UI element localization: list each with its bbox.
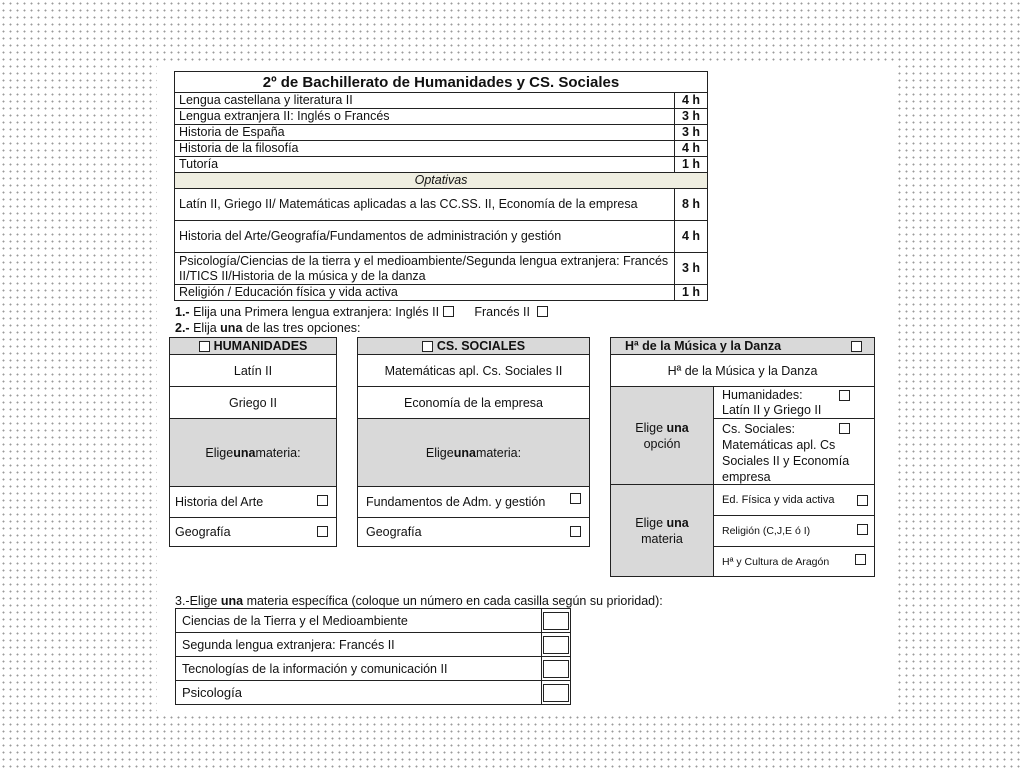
humanidades-checkbox[interactable] (199, 341, 210, 352)
opcion-humanidades-checkbox[interactable] (839, 390, 850, 401)
hours-cell: 4 h (675, 221, 708, 253)
educacion-fisica-checkbox[interactable] (857, 495, 868, 506)
specific-subject: Tecnologías de la información y comunicación II (176, 657, 542, 681)
optativas-header: Optativas (175, 173, 708, 189)
specific-subject: Segunda lengua extranjera: Francés II (176, 633, 542, 657)
hours-cell: 3 h (675, 109, 708, 125)
hours-cell: 1 h (675, 285, 708, 301)
priority-input[interactable] (543, 636, 569, 654)
historia-aragon-checkbox[interactable] (855, 554, 866, 565)
humanidades-header: HUMANIDADES (169, 337, 337, 355)
hours-cell: 1 h (675, 157, 708, 173)
sociales-header: CS. SOCIALES (357, 337, 590, 355)
sociales-table (357, 337, 590, 547)
option-sociales: Cs. Sociales: Matemáticas apl. Cs Sociales II y Economía empresa (713, 418, 875, 485)
subject-cell: Psicología/Ciencias de la tierra y el medioambiente/Segunda lengua extranjera: Francés II/TICS II/Historia de la música y de la danza (175, 253, 675, 285)
musica-row: Hª de la Música y la Danza (610, 354, 875, 387)
choose-one-label: Elige una materia: (169, 418, 337, 487)
subject-cell: Lengua castellana y literatura II (175, 93, 675, 109)
subject-cell: Historia del Arte/Geografía/Fundamentos de administración y gestión (175, 221, 675, 253)
question-number: 1.- (175, 305, 190, 319)
subject-cell: Historia de España (175, 125, 675, 141)
geografia-checkbox[interactable] (570, 526, 581, 537)
humanidades-table (169, 337, 337, 547)
hours-cell: 8 h (675, 189, 708, 221)
subject-cell: Historia de la filosofía (175, 141, 675, 157)
sociales-row: Economía de la empresa (357, 386, 590, 419)
musica-table (610, 337, 875, 577)
historia-arte-checkbox[interactable] (317, 495, 328, 506)
question-number: 2.- (175, 321, 190, 335)
subject-row: Religión (C,J,E ó I) (713, 515, 875, 547)
sociales-row: Matemáticas apl. Cs. Sociales II (357, 354, 590, 387)
specific-subject: Ciencias de la Tierra y el Medioambiente (176, 609, 542, 633)
option-row: Geografía (169, 517, 337, 547)
question-2: 2.- Elija una de las tres opciones: (175, 321, 361, 335)
opcion-sociales-checkbox[interactable] (839, 423, 850, 434)
specific-subjects-table (175, 608, 571, 705)
humanidades-row: Latín II (169, 354, 337, 387)
hours-cell: 4 h (675, 141, 708, 157)
option-row: Geografía (357, 517, 590, 547)
question-text: Elija una Primera lengua extranjera: Inglés II (193, 305, 440, 319)
option-row: Fundamentos de Adm. y gestión (357, 486, 590, 518)
frances-label: Francés II (474, 305, 530, 319)
priority-input[interactable] (543, 684, 569, 702)
option-row: Historia del Arte (169, 486, 337, 518)
choose-option-label: Elige una opción (610, 386, 714, 485)
subject-cell: Religión / Educación física y vida activa (175, 285, 675, 301)
subject-cell: Latín II, Griego II/ Matemáticas aplicadas a las CC.SS. II, Economía de la empresa (175, 189, 675, 221)
priority-input[interactable] (543, 660, 569, 678)
subject-cell: Lengua extranjera II: Inglés o Francés (175, 109, 675, 125)
choose-one-label: Elige una materia: (357, 418, 590, 487)
musica-header: Hª de la Música y la Danza (610, 337, 875, 355)
ingles-checkbox[interactable] (443, 306, 454, 317)
hours-cell: 3 h (675, 125, 708, 141)
priority-input[interactable] (543, 612, 569, 630)
geografia-checkbox[interactable] (317, 526, 328, 537)
question-3: 3.-Elige una materia específica (coloque un número en cada casilla según su prioridad): (175, 594, 663, 608)
subject-row: Hª y Cultura de Aragón (713, 546, 875, 577)
frances-checkbox[interactable] (537, 306, 548, 317)
subject-cell: Tutoría (175, 157, 675, 173)
subject-row: Ed. Física y vida activa (713, 484, 875, 516)
question-1 (175, 305, 548, 319)
religion-checkbox[interactable] (857, 524, 868, 535)
option-humanidades: Humanidades: Latín II y Griego II (713, 386, 875, 419)
musica-checkbox[interactable] (851, 341, 862, 352)
hours-cell: 3 h (675, 253, 708, 285)
specific-subject: Psicología (176, 681, 542, 705)
hours-cell: 4 h (675, 93, 708, 109)
fundamentos-checkbox[interactable] (570, 493, 581, 504)
sociales-checkbox[interactable] (422, 341, 433, 352)
subjects-table (174, 71, 708, 301)
choose-subject-label: Elige una materia (610, 484, 714, 577)
table-title: 2º de Bachillerato de Humanidades y CS. Sociales (175, 72, 708, 93)
humanidades-row: Griego II (169, 386, 337, 419)
